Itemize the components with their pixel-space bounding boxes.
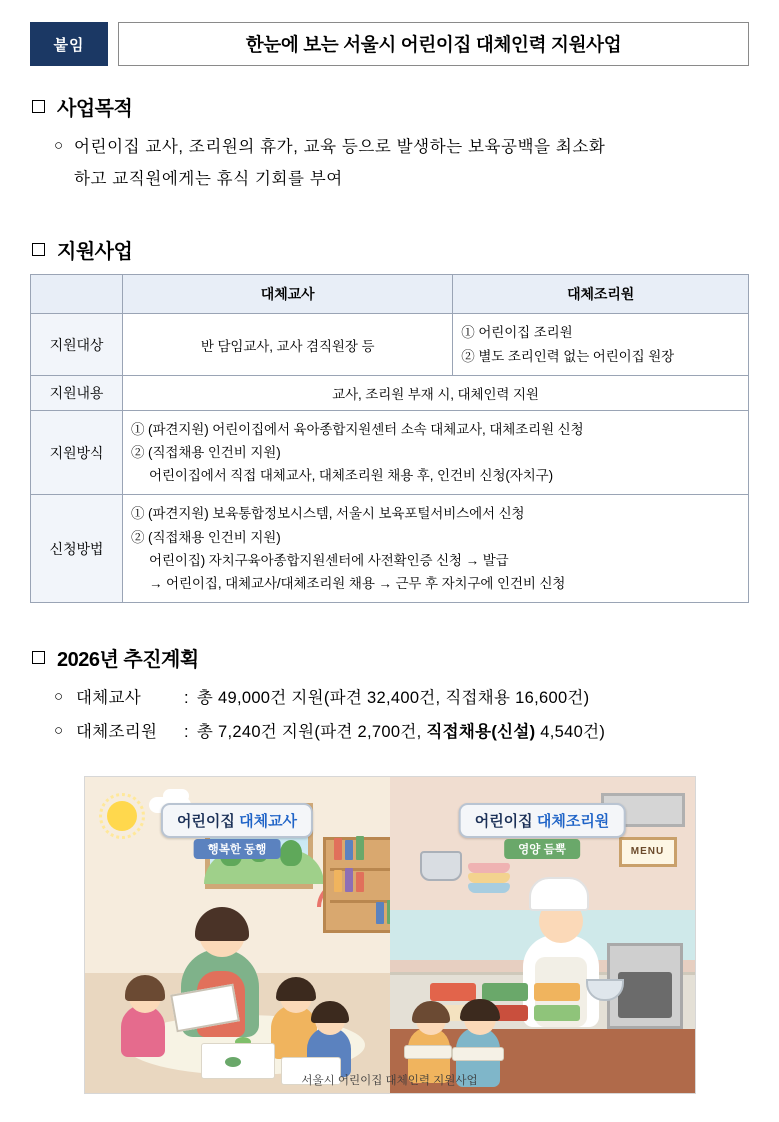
- badge-teacher-part2: 대체교사: [239, 812, 298, 830]
- purpose-text-2: 하고 교직원에게는 휴식 기회를 부여: [74, 170, 343, 189]
- badge-teacher-part1: 어린이집: [176, 812, 235, 830]
- book-icon: [345, 868, 353, 892]
- table-col-substitute-cook: 대체조리원: [453, 275, 749, 314]
- table-row: [31, 375, 749, 410]
- support-table: [30, 274, 749, 603]
- plan-value-cook-suffix: 4,540건): [535, 723, 606, 742]
- book-icon: [334, 870, 342, 892]
- book-icon: [356, 836, 364, 860]
- food-tray: [430, 983, 476, 1001]
- plan-value-cook-prefix: 총 7,240건 지원(파견 2,700건,: [196, 723, 427, 742]
- table-col-substitute-teacher: 대체교사: [123, 275, 453, 314]
- purpose-line-1: [54, 131, 749, 163]
- section-heading-plan: [32, 643, 749, 672]
- row-method-body: [123, 410, 749, 495]
- row-target-cook-line-2: ② 별도 조리인력 없는 어린이집 원장: [461, 348, 675, 364]
- section-heading-purpose: [32, 92, 749, 121]
- book-icon: [345, 840, 353, 860]
- circle-bullet-icon: ○: [54, 137, 64, 154]
- bowl-stack-icon: [468, 883, 510, 893]
- row-apply-line-1: ① (파견지원) 보육통합정보시스템, 서울시 보육포털서비스에서 신청: [131, 506, 525, 522]
- row-apply-line-2: ② (직접채용 인건비 지원): [131, 529, 281, 545]
- section-title-plan: 2026년 추진계획: [57, 649, 199, 672]
- table-row: [31, 314, 749, 375]
- plan-item-cook: [54, 716, 749, 750]
- bowl-stack-icon: [468, 863, 510, 873]
- table-row: [31, 495, 749, 603]
- food-tray: [534, 983, 580, 1001]
- meal-tray: [452, 1047, 504, 1061]
- square-bullet-icon: [32, 651, 45, 664]
- food-tray: [534, 1005, 580, 1021]
- attachment-tag: 붙임: [30, 22, 108, 66]
- bowl-stack-icon: [468, 873, 510, 883]
- row-target-cook: [453, 314, 749, 375]
- illustration-panel-cook: [390, 777, 695, 1093]
- row-apply-line-4: → 어린이집, 대체교사/대체조리원 채용 → 근무 후 자치구에 인건비 신청: [149, 576, 566, 592]
- plan-value-teacher: 총 49,000건 지원(파견 32,400건, 직접채용 16,600건): [196, 689, 590, 708]
- square-bullet-icon: [32, 100, 45, 113]
- row-label-method: 지원방식: [31, 410, 123, 495]
- illustration-panel-teacher: [85, 777, 390, 1093]
- document-title-box: [118, 22, 749, 66]
- document-header: [30, 22, 749, 66]
- sun-icon: [107, 801, 137, 831]
- plan-item-teacher: [54, 682, 749, 716]
- cloud-icon: [163, 789, 189, 803]
- plan-sep-cook: :: [184, 723, 189, 742]
- badge-cook-part1: 어린이집: [474, 812, 533, 830]
- purpose-text-1: 어린이집 교사, 조리원의 휴가, 교육 등으로 발생하는 보육공백을 최소화: [74, 138, 606, 156]
- illustration-caption: 서울시 어린이집 대체인력 지원사업: [301, 1074, 478, 1087]
- section-title-support: 지원사업: [57, 241, 133, 264]
- square-bullet-icon: [32, 243, 45, 256]
- illustration-image: [84, 776, 696, 1094]
- plan-key-cook: 대체조리원: [76, 723, 158, 742]
- plan-value-cook: [197, 716, 605, 750]
- table-col-blank: [31, 275, 123, 314]
- chef-hat-icon: [529, 877, 589, 911]
- row-label-content: 지원내용: [31, 375, 123, 410]
- row-apply-body: [123, 495, 749, 603]
- oven-door: [618, 972, 672, 1018]
- badge-teacher: [161, 803, 313, 838]
- menu-board: MENU: [619, 837, 677, 867]
- row-target-teacher: 반 담임교사, 교사 겸직원장 등: [123, 314, 453, 375]
- table-header-row: [31, 275, 749, 314]
- page-title: 한눈에 보는 서울시 어린이집 대체인력 지원사업: [245, 34, 622, 55]
- section-heading-support: [32, 235, 749, 264]
- plan-sep-teacher: :: [184, 689, 189, 708]
- meal-tray: [404, 1045, 452, 1059]
- row-method-line-2: ② (직접채용 인건비 지원): [131, 445, 281, 460]
- pot-icon: [420, 851, 462, 881]
- plan-value-cook-bold: 직접채용(신설): [426, 723, 536, 742]
- subbadge-cook: 영양 듬뿍: [504, 839, 580, 859]
- leaf-icon: [225, 1057, 241, 1067]
- plan-key-teacher: 대체교사: [76, 689, 141, 708]
- row-target-cook-line-1: ① 어린이집 조리원: [461, 325, 573, 341]
- tree-icon: [280, 840, 302, 866]
- section-title-purpose: 사업목적: [57, 98, 133, 120]
- illustration-figure: [84, 776, 696, 1094]
- row-label-apply: 신청방법: [31, 495, 123, 603]
- badge-cook-part2: 대체조리원: [536, 812, 610, 830]
- food-tray: [482, 983, 528, 1001]
- row-apply-line-3: 어린이집) 자치구육아종합지원센터에 사전확인증 신청 → 발급: [149, 552, 509, 568]
- subbadge-teacher: 행복한 동행: [194, 839, 281, 859]
- row-method-line-1: ① (파견지원) 어린이집에서 육아종합지원센터 소속 대체교사, 대체조리원 신청: [131, 421, 584, 437]
- purpose-body: [54, 131, 749, 195]
- circle-bullet-icon: ○: [54, 722, 64, 740]
- row-content-text: 교사, 조리원 부재 시, 대체인력 지원: [123, 375, 749, 410]
- badge-cook: [459, 803, 626, 838]
- bookshelf-icon: [323, 837, 390, 933]
- row-method-line-3: 어린이집에서 직접 대체교사, 대체조리원 채용 후, 인건비 신청(자치구): [149, 468, 553, 484]
- book-icon: [376, 902, 384, 924]
- book-icon: [356, 872, 364, 892]
- circle-bullet-icon: ○: [54, 688, 64, 706]
- book-icon: [334, 838, 342, 860]
- row-label-target: 지원대상: [31, 314, 123, 375]
- table-row: [31, 410, 749, 495]
